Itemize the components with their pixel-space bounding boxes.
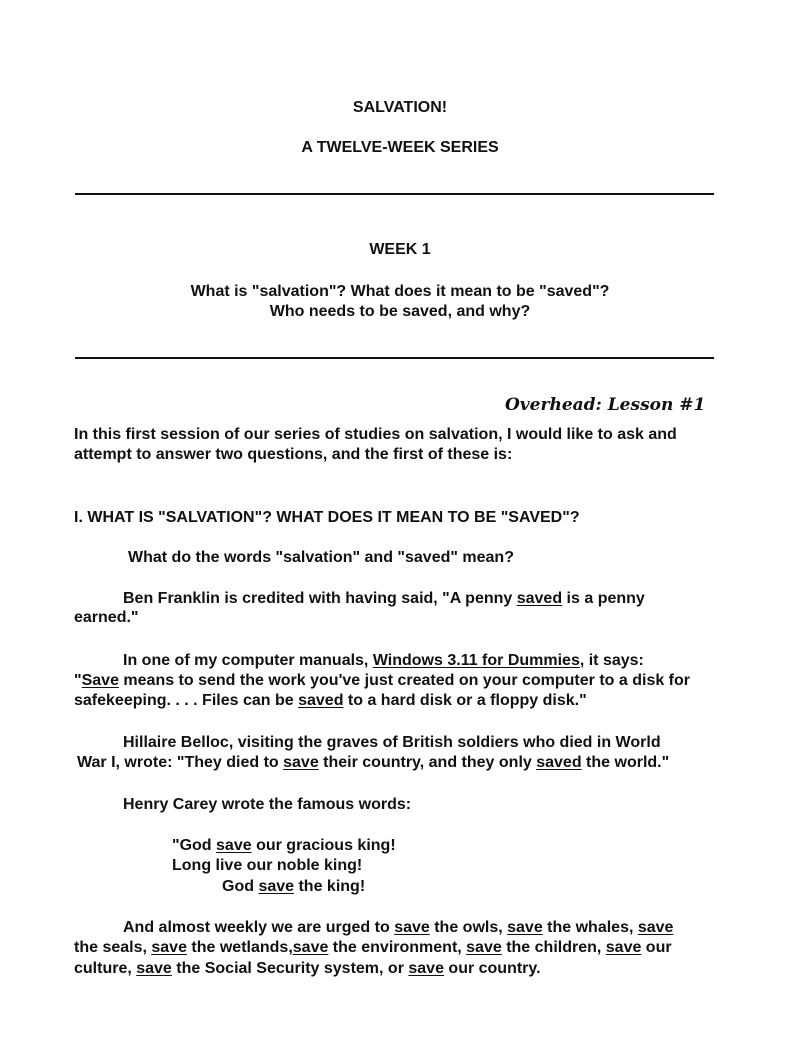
- underlined-word: Save: [81, 672, 119, 689]
- section-heading: I. WHAT IS "SALVATION"? WHAT DOES IT MEAN TO BE "SAVED"?: [74, 509, 580, 526]
- belloc-line-1: Hillaire Belloc, visiting the graves of British soldiers who died in World: [123, 734, 661, 751]
- top-divider: [75, 193, 714, 195]
- week-heading: WEEK 1: [369, 241, 431, 258]
- handwritten-annotation: Overhead: Lesson #1: [505, 395, 706, 415]
- words-question: What do the words "salvation" and "saved" mean?: [128, 549, 514, 566]
- poem-line-1: "God save our gracious king!: [172, 837, 396, 854]
- weekly-line-1: And almost weekly we are urged to save the owls, save the whales, save: [123, 919, 674, 936]
- manual-line-3: safekeeping. . . . Files can be saved to a hard disk or a floppy disk.": [74, 692, 587, 709]
- belloc-line-2: War I, wrote: "They died to save their country, and they only saved the world.": [77, 754, 670, 771]
- week-question-line-2: Who needs to be saved, and why?: [269, 303, 531, 320]
- carey-intro: Henry Carey wrote the famous words:: [123, 796, 412, 813]
- underlined-word: save: [283, 754, 319, 771]
- manual-line-1: In one of my computer manuals, Windows 3.11 for Dummies, it says:: [123, 652, 644, 669]
- underlined-word: save: [507, 919, 543, 936]
- weekly-line-2: the seals, save the wetlands,save the environment, save the children, save our: [74, 939, 672, 956]
- weekly-line-3: culture, save the Social Security system, or save our country.: [74, 960, 541, 977]
- underlined-word: save: [151, 939, 187, 956]
- underlined-word: save: [605, 939, 642, 956]
- underlined-word: save: [292, 939, 329, 956]
- series-subtitle: A TWELVE-WEEK SERIES: [301, 139, 499, 156]
- week-question-line-1: What is "salvation"? What does it mean to be "saved"?: [190, 283, 610, 300]
- underlined-word: save: [466, 939, 502, 956]
- underlined-word: save: [136, 960, 172, 977]
- intro-line-2: attempt to answer two questions, and the first of these is:: [74, 446, 513, 463]
- underlined-word: save: [637, 919, 674, 936]
- manual-line-2: "Save means to send the work you've just created on your computer to a disk for: [74, 672, 691, 689]
- underlined-word: save: [408, 960, 444, 977]
- document-title: SALVATION!: [352, 99, 448, 116]
- underlined-word: saved: [298, 692, 344, 709]
- poem-line-2: Long live our noble king!: [172, 857, 363, 874]
- underlined-word: saved: [516, 590, 563, 607]
- underlined-word: saved: [536, 754, 582, 771]
- franklin-line-1: Ben Franklin is credited with having said, "A penny saved is a penny: [123, 590, 645, 607]
- intro-line-1: In this first session of our series of studies on salvation, I would like to ask and: [74, 426, 677, 443]
- book-title: Windows 3.11 for Dummies: [372, 652, 580, 669]
- franklin-line-2: earned.": [74, 609, 139, 626]
- underlined-word: save: [258, 878, 295, 895]
- underlined-word: save: [216, 837, 252, 854]
- underlined-word: save: [394, 919, 430, 936]
- poem-line-3: God save the king!: [222, 878, 366, 895]
- bottom-divider: [75, 357, 714, 359]
